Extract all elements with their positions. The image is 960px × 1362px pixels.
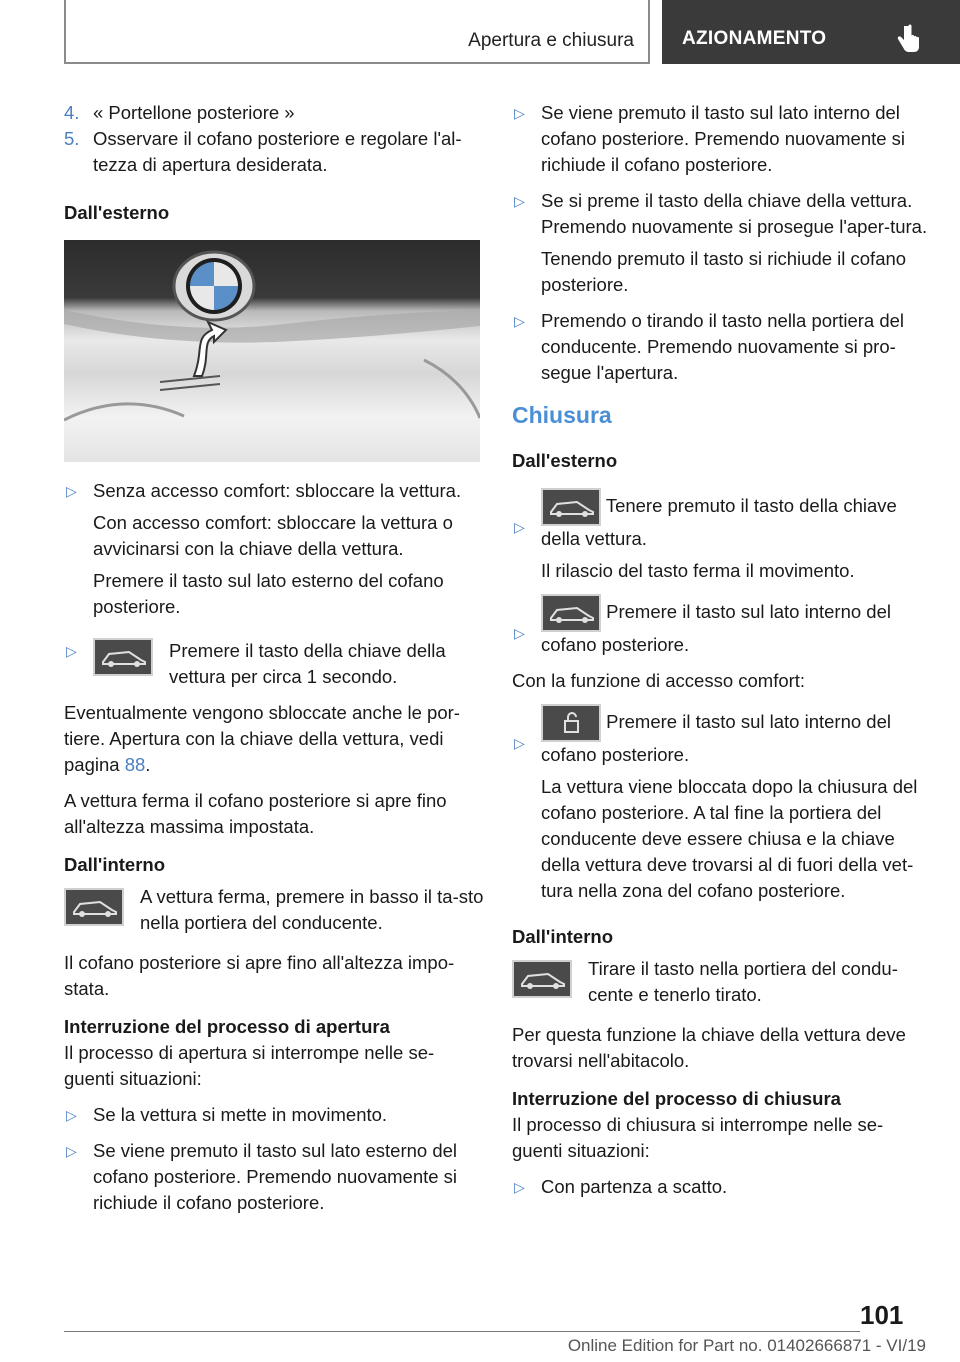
chapter-tab[interactable] <box>662 0 960 64</box>
inside-heading: Dall'interno <box>512 926 614 947</box>
list-item <box>512 594 932 658</box>
header-separator <box>648 0 650 64</box>
bullet-triangle-icon: ▷ <box>66 1107 77 1123</box>
interrupt-heading: Interruzione del processo di chiusura <box>512 1088 841 1109</box>
footer-rule <box>64 1331 860 1332</box>
paragraph: A vettura ferma il cofano posteriore si apre fino all'altezza massima impostata. <box>64 790 447 837</box>
step-number: 5. <box>64 128 80 149</box>
interrupt-heading: Interruzione del processo di apertura <box>64 1016 390 1037</box>
bullet-text: Se la vettura si mette in movimento. <box>93 1104 388 1125</box>
list-item <box>512 308 932 386</box>
icon-row <box>512 956 932 1008</box>
outside-heading: Dall'esterno <box>64 202 170 223</box>
bullet-text: Senza accesso comfort: sbloccare la vettura. <box>93 480 462 501</box>
bullet-text: Se viene premuto il tasto sul lato esterno del cofano posteriore. Premendo nuovamente si richiude il cofano posteriore. <box>93 1140 458 1213</box>
closing-heading: Chiusura <box>512 402 612 428</box>
step-text: Osservare il cofano posteriore e regolare l'al-tezza di apertura desiderata. <box>93 128 462 175</box>
step-5 <box>64 126 484 178</box>
icon-row <box>64 884 484 936</box>
trunk-emblem-illustration <box>64 240 480 462</box>
paragraph-text: . <box>145 754 151 775</box>
list-item <box>512 188 932 298</box>
step-text: « Portellone posteriore » <box>93 102 295 123</box>
edition-note: Online Edition for Part no. 01402666871 - VI/19 <box>567 1336 926 1355</box>
hand-pointer-icon <box>896 24 922 54</box>
list-item <box>512 488 932 584</box>
bullet-triangle-icon: ▷ <box>514 625 525 641</box>
bullet-triangle-icon: ▷ <box>66 483 77 499</box>
bullet-text: Premere il tasto sul lato esterno del cofano posteriore. <box>93 570 444 617</box>
bullet-triangle-icon: ▷ <box>514 519 525 535</box>
outside-heading: Dall'esterno <box>512 450 618 471</box>
trunk-emblem-photo <box>64 240 480 462</box>
icon-row <box>93 638 484 690</box>
list-item <box>64 1138 484 1216</box>
right-column <box>512 100 932 1210</box>
list-item <box>64 478 484 620</box>
bullet-text: Premere il tasto della chiave della vettura per circa 1 secondo. <box>169 640 446 687</box>
section-title: Apertura e chiusura <box>468 30 634 51</box>
paragraph-text: A vettura ferma, premere in basso il ta-sto nella portiera del conducente. <box>140 886 484 933</box>
bullet-triangle-icon: ▷ <box>514 193 525 209</box>
list-item <box>512 1174 932 1200</box>
list-item <box>512 704 932 904</box>
bullet-text <box>541 704 932 768</box>
bullet-text: La vettura viene bloccata dopo la chiusura del cofano posteriore. A tal fine la portiera del conducente deve essere chiusa e la chiave della vettura deve trovarsi al di fuori della vet-tura nella zona del cofano posteriore. <box>541 776 918 901</box>
bullet-triangle-icon: ▷ <box>514 1179 525 1195</box>
list-item <box>64 638 484 690</box>
bullet-text <box>541 488 932 552</box>
paragraph-text: Eventualmente vengono sbloccate anche le por-tiere. Apertura con la chiave della vettura, vedi pagina <box>64 702 460 775</box>
paragraph: Il cofano posteriore si apre fino all'altezza impo-stata. <box>64 952 455 999</box>
bullet-triangle-icon: ▷ <box>514 735 525 751</box>
bullet-text: Tenendo premuto il tasto si richiude il cofano posteriore. <box>541 248 907 295</box>
bullet-text: Il rilascio del tasto ferma il movimento. <box>541 560 855 581</box>
bullet-text: Con partenza a scatto. <box>541 1176 728 1197</box>
car-trunk-button-icon <box>541 594 601 632</box>
paragraph: Il processo di apertura si interrompe nelle se-guenti situazioni: <box>64 1042 435 1089</box>
bullet-text: Premere il tasto sul lato interno del cofano posteriore. <box>541 710 891 765</box>
step-4 <box>64 100 484 126</box>
list-item <box>64 1102 484 1128</box>
lock-button-icon <box>541 704 601 742</box>
bullet-text: Se viene premuto il tasto sul lato interno del cofano posteriore. Premendo nuovamente si richiude il cofano posteriore. <box>541 102 906 175</box>
car-trunk-button-icon <box>541 488 601 526</box>
list-item <box>512 100 932 178</box>
paragraph: Il processo di chiusura si interrompe nelle se-guenti situazioni: <box>512 1114 884 1161</box>
bullet-text: Tenere premuto il tasto della chiave della vettura. <box>541 494 897 549</box>
car-trunk-button-icon <box>512 960 572 998</box>
left-column <box>64 100 484 1226</box>
bullet-text: Se si preme il tasto della chiave della vettura. Premendo nuovamente si prosegue l'aper-tura. <box>541 190 928 237</box>
bullet-text: Con accesso comfort: sbloccare la vettura o avvicinarsi con la chiave della vettura. <box>93 512 453 559</box>
paragraph: Per questa funzione la chiave della vettura deve trovarsi nell'abitacolo. <box>512 1024 906 1071</box>
step-number: 4. <box>64 102 80 123</box>
bullet-text: Premendo o tirando il tasto nella portiera del conducente. Premendo nuovamente si pro-segue l'apertura. <box>541 310 905 383</box>
bullet-triangle-icon: ▷ <box>66 1143 77 1159</box>
bullet-triangle-icon: ▷ <box>66 643 77 659</box>
bullet-triangle-icon: ▷ <box>514 313 525 329</box>
bullet-text <box>541 594 932 658</box>
paragraph-text: Tirare il tasto nella portiera del condu-cente e tenerlo tirato. <box>588 958 898 1005</box>
inside-heading: Dall'interno <box>64 854 166 875</box>
bullet-text: Premere il tasto sul lato interno del cofano posteriore. <box>541 600 891 655</box>
car-trunk-button-icon <box>93 638 153 676</box>
chapter-tab-label: AZIONAMENTO <box>682 28 827 49</box>
header-rule-bottom <box>64 62 650 64</box>
paragraph: Con la funzione di accesso comfort: <box>512 670 806 691</box>
page-link[interactable]: 88 <box>124 754 146 775</box>
page-number: 101 <box>860 1300 904 1330</box>
paragraph <box>64 700 484 778</box>
car-trunk-button-icon <box>64 888 124 926</box>
bullet-triangle-icon: ▷ <box>514 105 525 121</box>
